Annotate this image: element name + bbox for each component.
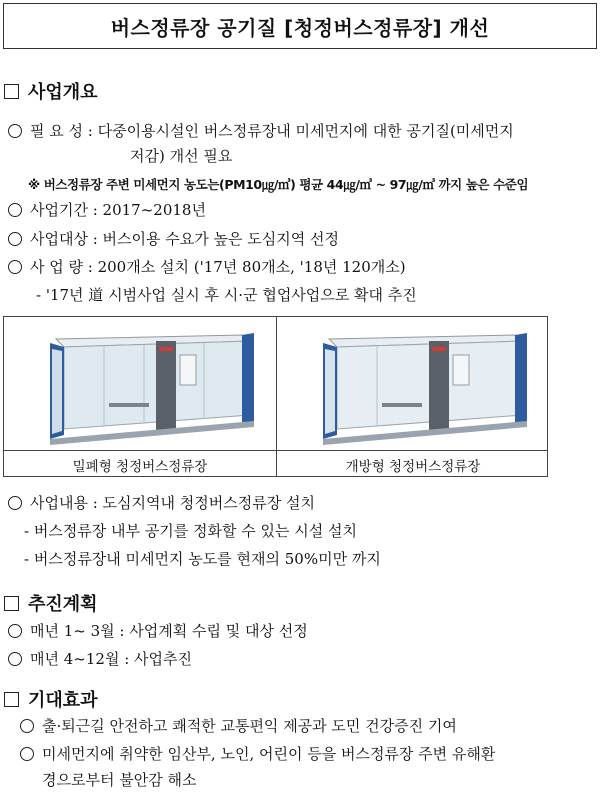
square-bullet-icon: [4, 596, 19, 611]
square-bullet-icon: [4, 84, 19, 99]
circle-bullet-icon: [8, 232, 22, 246]
title-box: [3, 3, 597, 49]
effect-item-1: 출·퇴근길 안전하고 쾌적한 교통편익 제공과 도민 건강증진 기여: [20, 716, 457, 736]
open-shelter-caption: 개방형 청정버스정류장: [345, 458, 481, 475]
square-bullet-icon: [4, 692, 19, 707]
content-sub-line-1: - 버스정류장 내부 공기를 정화할 수 있는 시설 설치: [24, 522, 358, 540]
circle-bullet-icon: [8, 124, 22, 138]
need-line-2: 저감) 개선 필요: [130, 147, 233, 165]
note-text: ※ 버스정류장 주변 미세먼지 농도는(PM10㎍/㎥) 평균 44㎍/㎥ ~ 97㎍/㎥ 까지 높은 수준임: [28, 177, 529, 192]
quantity-sub-line: - '17년 道 시범사업 실시 후 시·군 협업사업으로 확대 추진: [36, 286, 417, 304]
circle-bullet-icon: [20, 719, 34, 733]
circle-bullet-icon: [20, 747, 34, 761]
circle-bullet-icon: [8, 624, 22, 638]
heading-text: 기대효과: [28, 690, 98, 711]
target-line: 사업대상 : 버스이용 수요가 높은 도심지역 선정: [8, 229, 339, 249]
period-line: 사업기간 : 2017~2018년: [8, 200, 206, 220]
effect-item-2: 미세먼지에 취약한 임산부, 노인, 어린이 등을 버스정류장 주변 유해환: [20, 744, 495, 764]
heading-text: 사업개요: [28, 82, 98, 103]
content-sub-line-2: - 버스정류장내 미세먼지 농도를 현재의 50%미만 까지: [24, 550, 381, 568]
plan-item-2: 매년 4~12월 : 사업추진: [8, 649, 192, 669]
caption-row: [4, 450, 547, 477]
photo-table: [3, 316, 548, 477]
quantity-line: 사 업 량 : 200개소 설치 ('17년 80개소, '18년 120개소): [8, 257, 406, 277]
circle-bullet-icon: [8, 652, 22, 666]
section-heading-overview: [4, 78, 98, 104]
open-shelter-image: [277, 317, 549, 450]
circle-bullet-icon: [8, 260, 22, 274]
page-title: 버스정류장 공기질 [청정버스정류장] 개선: [110, 15, 490, 40]
plan-item-1: 매년 1~ 3월 : 사업계획 수립 및 대상 선정: [8, 621, 308, 641]
closed-shelter-image: [4, 317, 276, 450]
section-heading-effect: [4, 686, 98, 712]
circle-bullet-icon: [8, 496, 22, 510]
content-line: 사업내용 : 도심지역내 청정버스정류장 설치: [8, 493, 315, 513]
need-line: 필 요 성 : 다중이용시설인 버스정류장내 미세먼지에 대한 공기질(미세먼지: [8, 121, 514, 141]
effect-item-2-line-2: 경으로부터 불안감 해소: [42, 771, 197, 789]
closed-shelter-caption: 밀폐형 청정버스정류장: [72, 458, 208, 475]
circle-bullet-icon: [8, 203, 22, 217]
heading-text: 추진계획: [28, 594, 98, 615]
section-heading-plan: [4, 590, 98, 616]
